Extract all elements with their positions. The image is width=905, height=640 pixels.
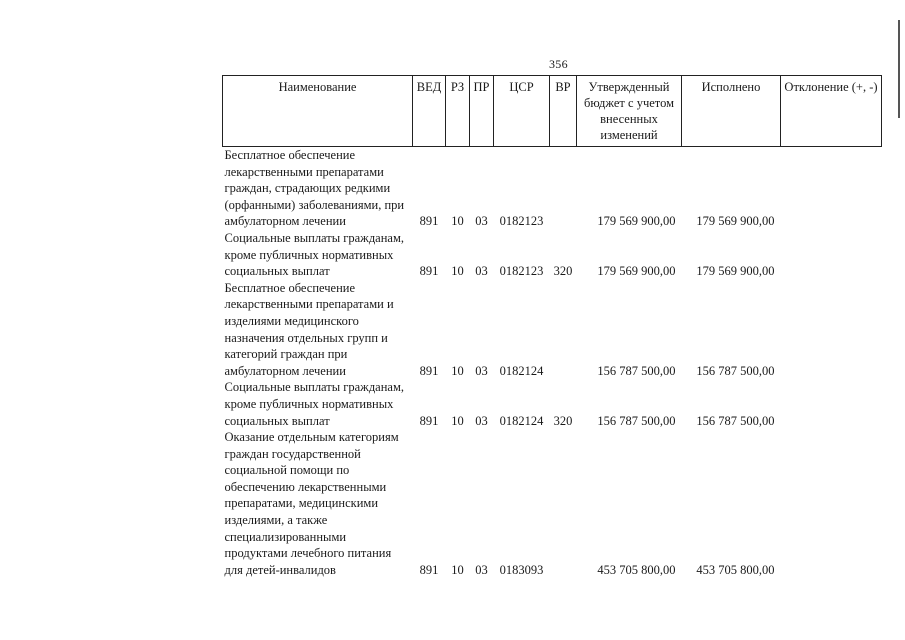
row-csr: 0182123 [499, 214, 544, 229]
row-approved: 453 705 800,00 [597, 562, 676, 577]
row-ved: 891 [419, 363, 439, 378]
row-csr: 0183093 [499, 562, 544, 577]
row-csr: 0182123 [499, 264, 544, 279]
row-name: Оказание отдельным категориям граждан государственной социальной помощи по обеспечению лекарственными препаратами, медицинскими изделиями, а также специализированными продуктами лечебного питания для детей-инвалидов [224, 430, 399, 577]
row-approved: 156 787 500,00 [597, 413, 676, 428]
page-number: 356 [549, 57, 568, 71]
row-name: Бесплатное обеспечение лекарственными препаратами и изделиями медицинского назначения отдельных групп и категорий граждан при амбулаторном лечении [224, 280, 394, 378]
col-header-ved: ВЕД [413, 76, 446, 147]
budget-table [222, 75, 882, 578]
row-pr: 03 [475, 214, 488, 229]
row-vr: 320 [553, 413, 573, 428]
table-row [223, 147, 882, 230]
row-deviation [781, 429, 882, 578]
col-header-rz: РЗ [446, 76, 470, 147]
row-ved: 891 [419, 413, 439, 428]
table-header-row [223, 76, 882, 147]
row-approved: 156 787 500,00 [597, 363, 676, 378]
row-rz: 10 [451, 562, 464, 577]
row-vr: 320 [553, 264, 573, 279]
row-csr: 0182124 [499, 413, 544, 428]
row-name: Социальные выплаты гражданам, кроме публичных нормативных социальных выплат [224, 380, 405, 428]
col-header-approved: Утвержденный бюджет с учетом внесенных изменений [577, 76, 682, 147]
row-executed: 156 787 500,00 [696, 413, 775, 428]
table-row [223, 379, 882, 429]
col-header-vr: ВР [550, 76, 577, 147]
row-rz: 10 [451, 214, 464, 229]
row-name: Социальные выплаты гражданам, кроме публичных нормативных социальных выплат [224, 230, 405, 279]
col-header-pr: ПР [470, 76, 494, 147]
row-ved: 891 [419, 214, 439, 229]
row-executed: 453 705 800,00 [696, 562, 775, 577]
row-deviation [781, 379, 882, 429]
row-executed: 179 569 900,00 [696, 264, 775, 279]
row-approved: 179 569 900,00 [597, 214, 676, 229]
row-deviation [781, 280, 882, 380]
row-pr: 03 [475, 264, 488, 279]
table-row [223, 230, 882, 280]
table-row [223, 429, 882, 578]
row-ved: 891 [419, 562, 439, 577]
row-ved: 891 [419, 264, 439, 279]
row-vr [550, 280, 577, 380]
row-deviation [781, 230, 882, 280]
col-header-deviation: Отклонение (+, -) [781, 76, 882, 147]
row-pr: 03 [475, 363, 488, 378]
col-header-name: Наименование [223, 76, 413, 147]
row-pr: 03 [475, 562, 488, 577]
row-csr: 0182124 [499, 363, 544, 378]
row-vr [550, 429, 577, 578]
row-rz: 10 [451, 363, 464, 378]
row-deviation [781, 147, 882, 230]
row-executed: 156 787 500,00 [696, 363, 775, 378]
row-name: Бесплатное обеспечение лекарственными препаратами граждан, страдающих редкими (орфанными) заболеваниями, при амбулаторном лечении [224, 148, 405, 229]
col-header-executed: Исполнено [682, 76, 781, 147]
col-header-csr: ЦСР [494, 76, 550, 147]
row-vr [550, 147, 577, 230]
table-row [223, 280, 882, 380]
row-pr: 03 [475, 413, 488, 428]
row-rz: 10 [451, 264, 464, 279]
row-rz: 10 [451, 413, 464, 428]
row-approved: 179 569 900,00 [597, 264, 676, 279]
scan-edge-line [898, 20, 900, 118]
row-executed: 179 569 900,00 [696, 214, 775, 229]
